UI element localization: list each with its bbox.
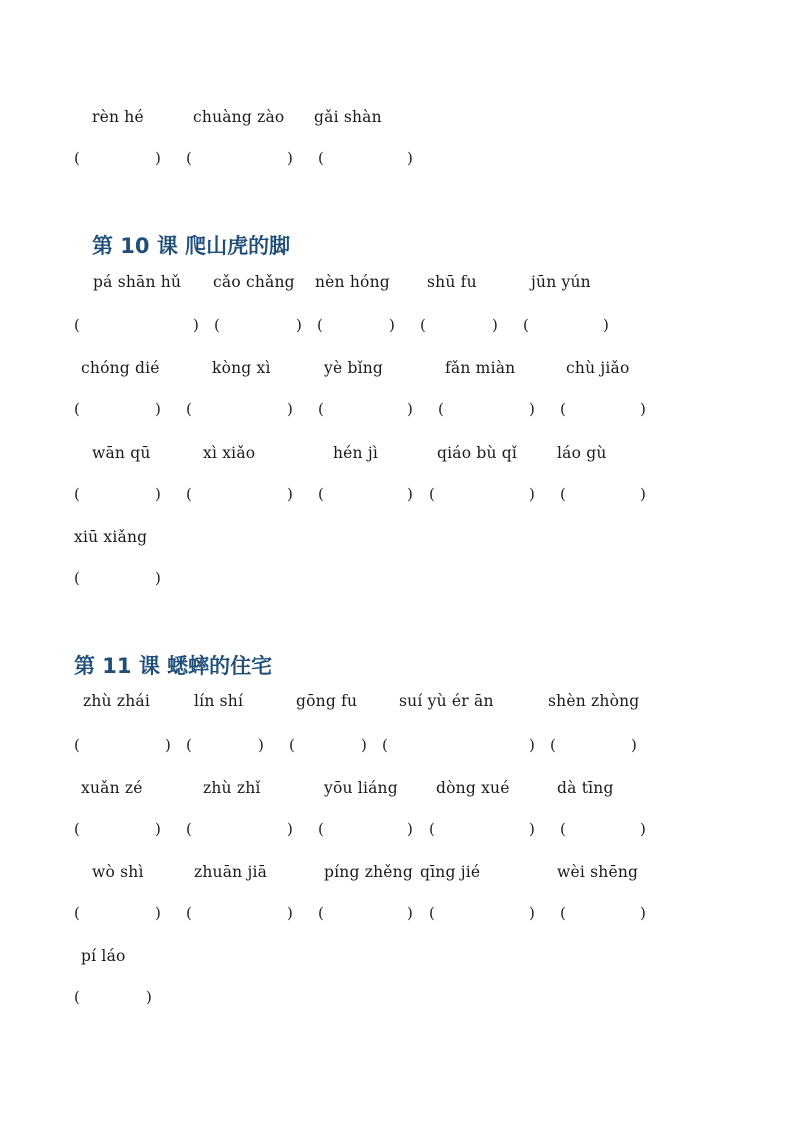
pinyin-word: kòng xì: [212, 359, 271, 377]
pinyin-word: pá shān hǔ: [93, 273, 182, 291]
answer-blank-open[interactable]: (: [186, 820, 192, 838]
pinyin-word: wèi shēng: [557, 863, 639, 881]
pinyin-word: rèn hé: [92, 108, 144, 126]
answer-blank-open[interactable]: (: [74, 485, 80, 503]
pinyin-word: qiáo bù qǐ: [437, 444, 518, 462]
answer-blank-open[interactable]: (: [318, 149, 324, 167]
answer-blank-close: ): [155, 820, 161, 838]
answer-blank-open[interactable]: (: [560, 820, 566, 838]
answer-blank-open[interactable]: (: [429, 820, 435, 838]
answer-blank-open[interactable]: (: [186, 904, 192, 922]
answer-blank-close: ): [296, 316, 302, 334]
answer-blank-open[interactable]: (: [318, 820, 324, 838]
answer-blank-open[interactable]: (: [429, 904, 435, 922]
answer-blank-close: ): [640, 820, 646, 838]
answer-blank-open[interactable]: (: [186, 400, 192, 418]
pinyin-word: gōng fu: [296, 692, 358, 710]
pinyin-word: suí yù ér ān: [399, 692, 494, 710]
answer-blank-close: ): [640, 400, 646, 418]
pinyin-word: yōu liáng: [324, 779, 398, 797]
pinyin-word: fǎn miàn: [445, 359, 516, 377]
answer-blank-close: ): [155, 485, 161, 503]
pinyin-word: wò shì: [92, 863, 144, 881]
pinyin-word: chù jiǎo: [566, 359, 630, 377]
answer-blank-open[interactable]: (: [74, 400, 80, 418]
answer-blank-open[interactable]: (: [560, 400, 566, 418]
answer-blank-close: ): [165, 736, 171, 754]
answer-blank-close: ): [529, 485, 535, 503]
answer-blank-close: ): [155, 569, 161, 587]
pinyin-word: dà tīng: [557, 779, 614, 797]
answer-blank-open[interactable]: (: [317, 316, 323, 334]
pinyin-word: hén jì: [333, 444, 379, 462]
answer-blank-close: ): [389, 316, 395, 334]
answer-blank-close: ): [407, 904, 413, 922]
pinyin-word: shū fu: [427, 273, 477, 291]
pinyin-word: zhù zhái: [83, 692, 151, 710]
answer-blank-close: ): [361, 736, 367, 754]
answer-blank-close: ): [631, 736, 637, 754]
answer-blank-open[interactable]: (: [74, 569, 80, 587]
pinyin-word: xì xiǎo: [203, 444, 256, 462]
answer-blank-close: ): [529, 400, 535, 418]
pinyin-word: chuàng zào: [193, 108, 285, 126]
pinyin-word: qīng jié: [420, 863, 481, 881]
answer-blank-open[interactable]: (: [74, 820, 80, 838]
pinyin-word: zhù zhǐ: [203, 779, 261, 797]
pinyin-word: gǎi shàn: [314, 108, 382, 126]
lesson-11-title: 第 11 课 蟋蟀的住宅: [74, 654, 273, 678]
pinyin-word: lín shí: [194, 692, 244, 710]
answer-blank-close: ): [193, 316, 199, 334]
answer-blank-close: ): [287, 400, 293, 418]
answer-blank-close: ): [529, 736, 535, 754]
answer-blank-close: ): [287, 820, 293, 838]
answer-blank-open[interactable]: (: [429, 485, 435, 503]
answer-blank-open[interactable]: (: [420, 316, 426, 334]
pinyin-word: pí láo: [81, 947, 126, 965]
answer-blank-close: ): [155, 149, 161, 167]
pinyin-word: shèn zhòng: [548, 692, 640, 710]
answer-blank-open[interactable]: (: [318, 485, 324, 503]
pinyin-word: nèn hóng: [315, 273, 390, 291]
answer-blank-close: ): [146, 988, 152, 1006]
answer-blank-open[interactable]: (: [74, 904, 80, 922]
pinyin-word: jūn yún: [531, 273, 591, 291]
pinyin-word: zhuān jiā: [194, 863, 268, 881]
pinyin-word: píng zhěng: [324, 863, 413, 881]
answer-blank-open[interactable]: (: [186, 736, 192, 754]
pinyin-word: cǎo chǎng: [213, 273, 295, 291]
lesson-10-title: 第 10 课 爬山虎的脚: [92, 234, 291, 258]
answer-blank-open[interactable]: (: [438, 400, 444, 418]
answer-blank-close: ): [529, 820, 535, 838]
answer-blank-close: ): [287, 149, 293, 167]
answer-blank-open[interactable]: (: [560, 904, 566, 922]
pinyin-word: yè bǐng: [324, 359, 384, 377]
answer-blank-close: ): [287, 485, 293, 503]
answer-blank-close: ): [155, 400, 161, 418]
pinyin-word: xiū xiǎng: [74, 528, 148, 546]
answer-blank-close: ): [529, 904, 535, 922]
pinyin-word: chóng dié: [81, 359, 160, 377]
answer-blank-open[interactable]: (: [74, 988, 80, 1006]
answer-blank-open[interactable]: (: [289, 736, 295, 754]
answer-blank-open[interactable]: (: [560, 485, 566, 503]
answer-blank-open[interactable]: (: [74, 149, 80, 167]
answer-blank-open[interactable]: (: [523, 316, 529, 334]
answer-blank-open[interactable]: (: [550, 736, 556, 754]
pinyin-word: xuǎn zé: [81, 779, 143, 797]
answer-blank-close: ): [640, 904, 646, 922]
answer-blank-close: ): [287, 904, 293, 922]
answer-blank-open[interactable]: (: [318, 400, 324, 418]
answer-blank-close: ): [407, 820, 413, 838]
answer-blank-open[interactable]: (: [382, 736, 388, 754]
answer-blank-close: ): [407, 149, 413, 167]
answer-blank-open[interactable]: (: [318, 904, 324, 922]
answer-blank-open[interactable]: (: [214, 316, 220, 334]
answer-blank-close: ): [603, 316, 609, 334]
answer-blank-close: ): [407, 400, 413, 418]
answer-blank-open[interactable]: (: [186, 485, 192, 503]
answer-blank-close: ): [492, 316, 498, 334]
pinyin-word: láo gù: [557, 444, 607, 462]
answer-blank-open[interactable]: (: [74, 316, 80, 334]
answer-blank-open[interactable]: (: [186, 149, 192, 167]
answer-blank-open[interactable]: (: [74, 736, 80, 754]
pinyin-word: wān qū: [92, 444, 151, 462]
answer-blank-close: ): [155, 904, 161, 922]
answer-blank-close: ): [258, 736, 264, 754]
answer-blank-close: ): [640, 485, 646, 503]
pinyin-word: dòng xué: [436, 779, 510, 797]
answer-blank-close: ): [407, 485, 413, 503]
